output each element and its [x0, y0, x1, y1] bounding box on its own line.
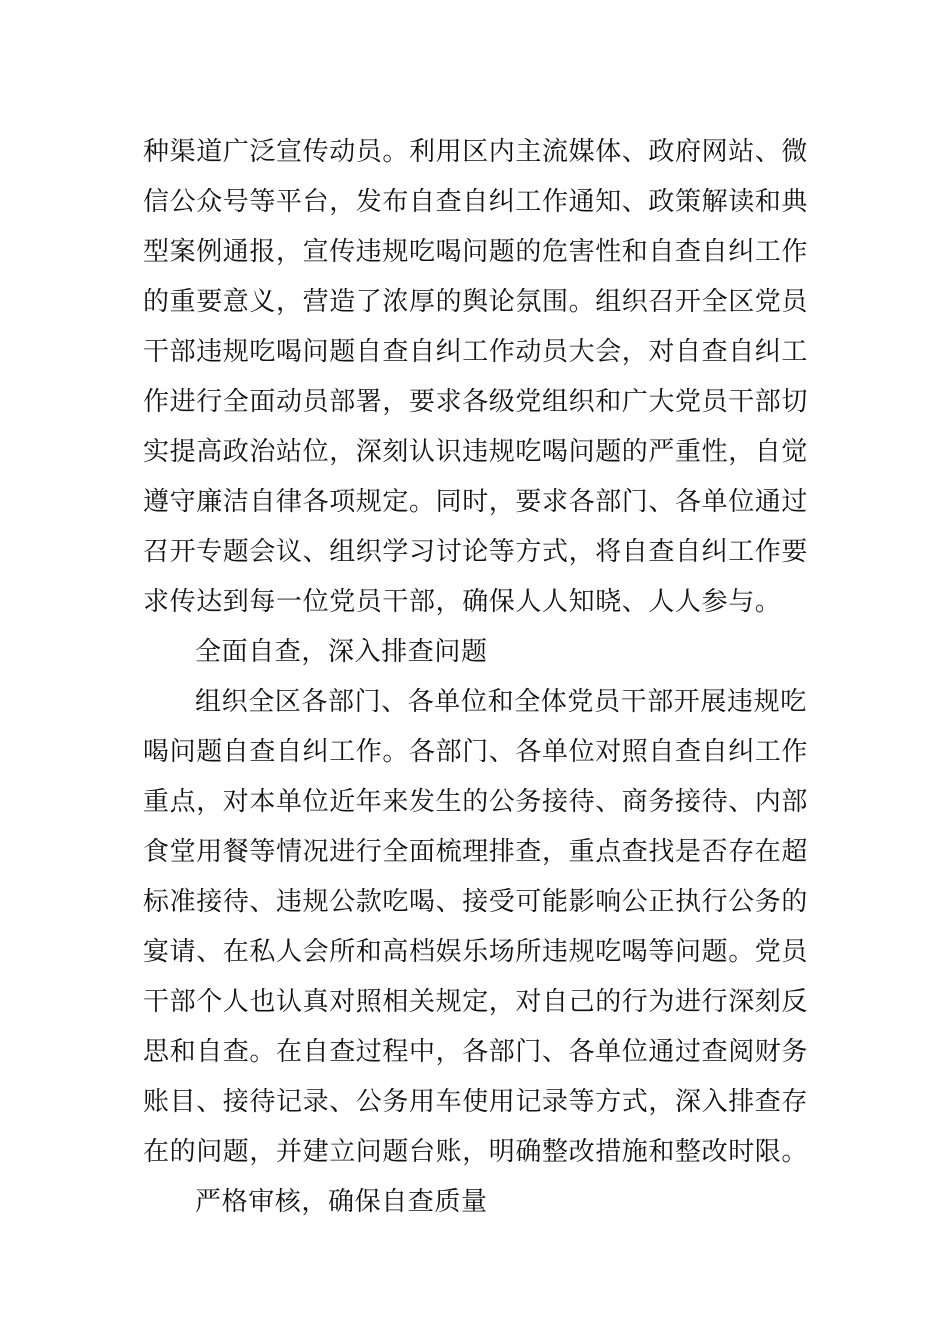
paragraph-line: 干部个人也认真对照相关规定，对自己的行为进行深刻反 — [143, 987, 809, 1017]
paragraph-line: 喝问题自查自纠工作。各部门、各单位对照自查自纠工作 — [143, 737, 809, 767]
document-body — [143, 127, 813, 1227]
paragraph-line: 标准接待、违规公款吃喝、接受可能影响公正执行公务的 — [143, 887, 809, 917]
paragraph-line: 实提高政治站位，深刻认识违规吃喝问题的严重性，自觉 — [143, 437, 809, 467]
paragraph-line: 食堂用餐等情况进行全面梳理排查，重点查找是否存在超 — [143, 837, 809, 867]
paragraph-line: 作进行全面动员部署，要求各级党组织和广大党员干部切 — [143, 387, 809, 417]
paragraph-line: 思和自查。在自查过程中，各部门、各单位通过查阅财务 — [143, 1037, 809, 1067]
section-heading: 严格审核，确保自查质量 — [195, 1187, 488, 1217]
paragraph-line: 种渠道广泛宣传动员。利用区内主流媒体、政府网站、微 — [143, 137, 809, 167]
paragraph-line: 型案例通报，宣传违规吃喝问题的危害性和自查自纠工作 — [143, 237, 809, 267]
paragraph-line: 信公众号等平台，发布自查自纠工作通知、政策解读和典 — [143, 187, 809, 217]
paragraph-line: 账目、接待记录、公务用车使用记录等方式，深入排查存 — [143, 1087, 809, 1117]
paragraph-line: 在的问题，并建立问题台账，明确整改措施和整改时限。 — [143, 1137, 809, 1167]
paragraph-line: 召开专题会议、组织学习讨论等方式，将自查自纠工作要 — [143, 537, 809, 567]
paragraph-line: 求传达到每一位党员干部，确保人人知晓、人人参与。 — [143, 587, 782, 617]
paragraph-line: 干部违规吃喝问题自查自纠工作动员大会，对自查自纠工 — [143, 337, 809, 367]
paragraph-line: 遵守廉洁自律各项规定。同时，要求各部门、各单位通过 — [143, 487, 809, 517]
section-heading: 全面自查，深入排查问题 — [195, 637, 488, 667]
paragraph-line: 组织全区各部门、各单位和全体党员干部开展违规吃 — [195, 687, 807, 717]
paragraph-line: 宴请、在私人会所和高档娱乐场所违规吃喝等问题。党员 — [143, 937, 809, 967]
paragraph-line: 重点，对本单位近年来发生的公务接待、商务接待、内部 — [143, 787, 809, 817]
paragraph-line: 的重要意义，营造了浓厚的舆论氛围。组织召开全区党员 — [143, 287, 809, 317]
